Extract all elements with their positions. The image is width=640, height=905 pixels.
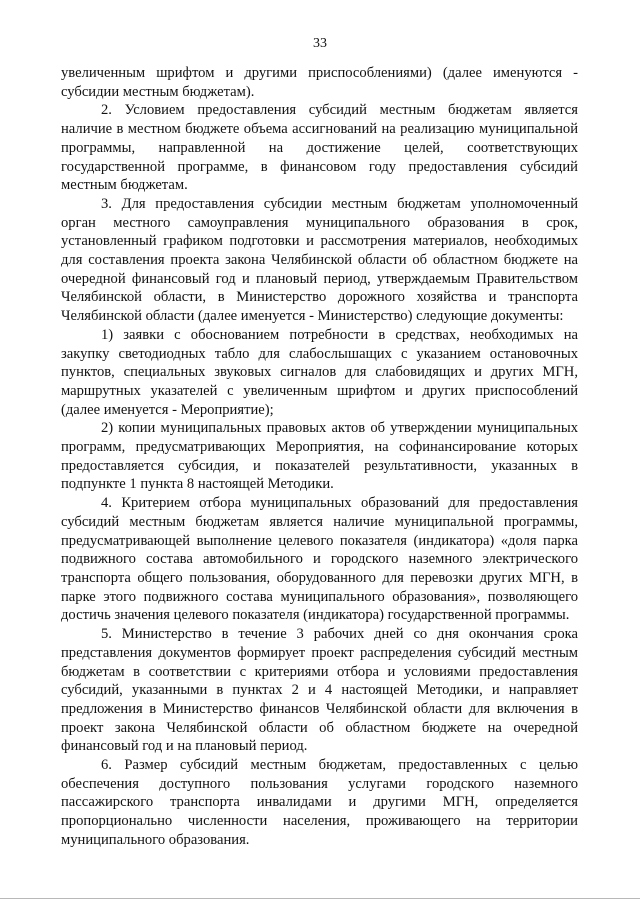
document-body: [61, 64, 578, 850]
page-number: 33: [313, 36, 327, 51]
paragraph-5: 5. Министерство в течение 3 рабочих дней со дня окончания срока представления документов формирует проект распределения субсидий местным бюджетам в соответствии с критериями отбора и условиями предоставления субсидий, указанными в пунктах 2 и 4 настоящей Методики, и направляет предложения в Министерство финансов Челябинской области для включения в проект закона Челябинской области об областном бюджете на очередной финансовый год и на плановый период.: [61, 626, 578, 755]
paragraph-3-item-1: 1) заявки с обоснованием потребности в средствах, необходимых на закупку светодиодных табло для слабослышащих с указанием остановочных пунктов, специальных звуковых сигналов для слабовидящих и других МГН, маршрутных указателей с увеличенным шрифтом и других приспособлений (далее именуется - Мероприятие);: [61, 326, 578, 418]
paragraph-continuation: увеличенным шрифтом и другими приспособлениями) (далее именуются - субсидии местным бюджетам).: [61, 65, 578, 100]
paragraph-6: 6. Размер субсидий местным бюджетам, предоставленных с целью обеспечения доступного пользования услугами городского наземного пассажирского транспорта инвалидами и другими МГН, определяется пропорционально численности населения, проживающего на территории муниципального образования.: [61, 757, 578, 848]
paragraph-2: 2. Условием предоставления субсидий местным бюджетам является наличие в местном бюджете объема ассигнований на реализацию муниципальной программы, направленной на достижение целей, соответствующих государственной программе, в финансовом году предоставления субсидий местным бюджетам.: [61, 102, 578, 194]
page-bottom-divider: [0, 898, 640, 899]
paragraph-3: 3. Для предоставления субсидии местным бюджетам уполномоченный орган местного самоуправления муниципального образования в срок, установленный графиком подготовки и рассмотрения материалов, необходимых для составления проекта закона Челябинской области об областном бюджете на очередной финансовый год и плановый период, утверждаемым Правительством Челябинской области, в Министерство дорожного хозяйства и транспорта Челябинской области (далее именуется - Министерство) следующие документы:: [61, 195, 578, 325]
paragraph-4: 4. Критерием отбора муниципальных образований для предоставления субсидий местным бюджетам является наличие муниципальной программы, предусматривающей выполнение целевого показателя (индикатора) «доля парка подвижного состава автомобильного и городского наземного электрического транспорта общего пользования, оборудованного для перевозки других МГН, в парке этого подвижного состава муниципального образования», позволяющего достичь значения целевого показателя (индикатора) государственной программы.: [61, 495, 578, 624]
paragraph-3-item-2: 2) копии муниципальных правовых актов об утверждении муниципальных программ, предусматривающих Мероприятия, на софинансирование которых предоставляется субсидия, и показателей результативности, указанных в подпункте 1 пункта 8 настоящей Методики.: [61, 420, 578, 493]
